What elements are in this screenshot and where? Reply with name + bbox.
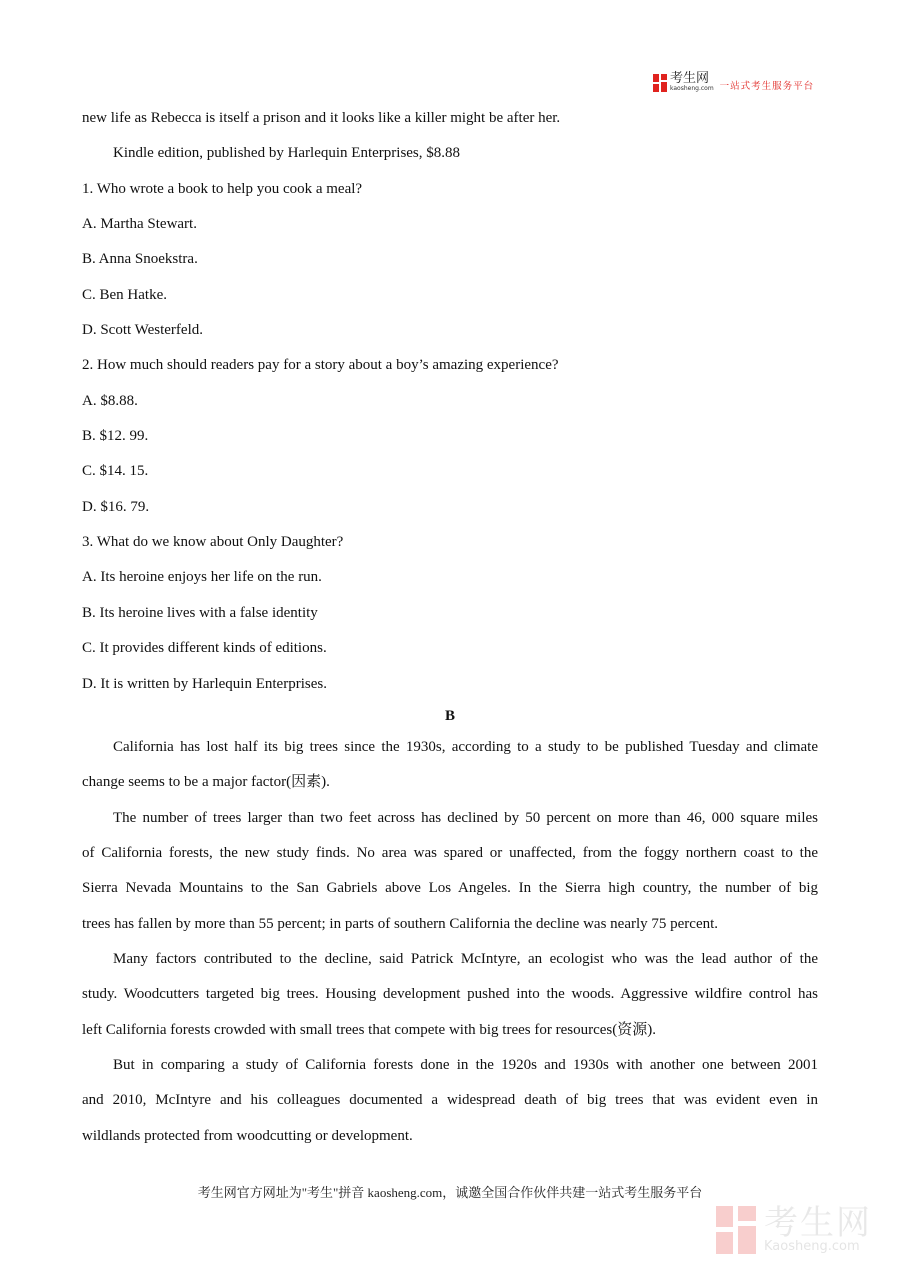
watermark-logo-icon bbox=[716, 1206, 756, 1254]
text-line: D. $16. 79. bbox=[82, 498, 150, 515]
watermark bbox=[716, 1202, 872, 1254]
watermark-text: 考生网 bbox=[764, 1202, 872, 1243]
watermark-url: Kaosheng.com bbox=[764, 1238, 860, 1254]
header-logo bbox=[653, 73, 814, 92]
header-slogan: 一站式考生服务平台 bbox=[719, 80, 815, 92]
text-line: trees has fallen by more than 55 percent; in parts of southern California the decline was nearly 75 percent. bbox=[82, 915, 719, 932]
logo-mark-icon bbox=[653, 74, 667, 92]
text-line: 1. Who wrote a book to help you cook a meal? bbox=[82, 180, 363, 197]
text-line: B. Anna Snoekstra. bbox=[82, 251, 198, 268]
text-line: wildlands protected from woodcutting or development. bbox=[82, 1127, 413, 1144]
logo-text: 考生网 bbox=[670, 71, 710, 86]
text-line: Sierra Nevada Mountains to the San Gabriels above Los Angeles. In the Sierra high country, the number of big bbox=[82, 880, 818, 897]
logo-url: kaosheng.com bbox=[670, 85, 714, 92]
text-line: study. Woodcutters targeted big trees. Housing development pushed into the woods. Aggressive wildfire control has bbox=[82, 986, 818, 1003]
text-line: California has lost half its big trees since the 1930s, according to a study to be published Tuesday and climate bbox=[113, 738, 818, 755]
text-line: The number of trees larger than two feet across has declined by 50 percent on more than 46, 000 square miles bbox=[113, 809, 818, 826]
text-line: and 2010, McIntyre and his colleagues documented a widespread death of big trees that was evident even in bbox=[82, 1092, 818, 1109]
text-line: C. It provides different kinds of editions. bbox=[82, 640, 327, 657]
document-body bbox=[82, 101, 818, 1154]
text-line: B. Its heroine lives with a false identity bbox=[82, 604, 318, 621]
text-line: D. It is written by Harlequin Enterprises. bbox=[82, 675, 327, 692]
section-heading: B bbox=[444, 707, 455, 724]
text-line: A. Its heroine enjoys her life on the run. bbox=[82, 569, 322, 586]
text-line: Many factors contributed to the decline, said Patrick McIntyre, an ecologist who was the lead author of the bbox=[113, 950, 818, 967]
text-line: B. $12. 99. bbox=[82, 428, 149, 445]
text-line: of California forests, the new study finds. No area was spared or unaffected, from the foggy northern coast to the bbox=[82, 844, 818, 861]
text-line: change seems to be a major factor(因素). bbox=[82, 774, 330, 791]
text-line: But in comparing a study of California forests done in the 1920s and 1930s with another one between 2001 bbox=[113, 1056, 818, 1073]
text-line: Kindle edition, published by Harlequin Enterprises, $8.88 bbox=[113, 145, 461, 162]
text-line: A. $8.88. bbox=[82, 392, 138, 409]
page-footer: 考生网官方网址为"考生"拼音 kaosheng.com，诚邀全国合作伙伴共建一站式考生服务平台 bbox=[197, 1185, 703, 1200]
text-line: C. $14. 15. bbox=[82, 463, 149, 480]
text-line: left California forests crowded with small trees that compete with big trees for resources(资源). bbox=[82, 1021, 656, 1038]
text-line: 3. What do we know about Only Daughter? bbox=[82, 534, 344, 551]
text-line: C. Ben Hatke. bbox=[82, 286, 167, 303]
text-line: A. Martha Stewart. bbox=[82, 216, 197, 233]
text-line: 2. How much should readers pay for a story about a boy’s amazing experience? bbox=[82, 357, 559, 374]
text-line: D. Scott Westerfeld. bbox=[82, 322, 203, 339]
text-line: new life as Rebecca is itself a prison and it looks like a killer might be after her. bbox=[82, 110, 561, 126]
